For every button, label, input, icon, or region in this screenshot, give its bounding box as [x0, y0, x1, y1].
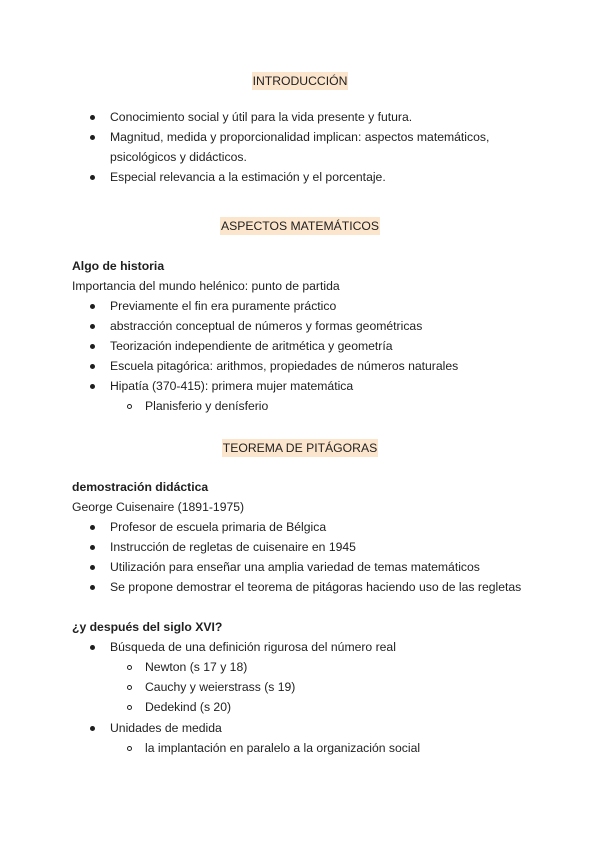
paragraph: George Cuisenaire (1891-1975)	[72, 500, 245, 514]
bullet-dot	[90, 545, 95, 550]
bullet-dot	[90, 384, 95, 389]
bullet-dot	[90, 585, 95, 590]
list-item: Conocimiento social y útil para la vida presente y futura.	[110, 110, 413, 124]
heading-teorema-de-pitagoras: TEOREMA DE PITÁGORAS	[222, 441, 378, 455]
subheading-algo-de-historia: Algo de historia	[72, 259, 165, 273]
sub-list-item: Newton (s 17 y 18)	[145, 660, 248, 674]
paragraph: Importancia del mundo helénico: punto de partida	[72, 279, 340, 293]
list-item: Teorización independiente de aritmética y geometría	[110, 339, 393, 353]
bullet-dot	[90, 726, 95, 731]
list-item: Búsqueda de una definición rigurosa del número real	[110, 640, 396, 654]
sub-bullet-circle	[127, 404, 132, 409]
heading-introduccion: INTRODUCCIÓN	[252, 74, 348, 88]
list-item: Previamente el fin era puramente práctico	[110, 299, 337, 313]
bullet-dot	[90, 175, 95, 180]
list-item: Instrucción de regletas de cuisenaire en 1945	[110, 540, 356, 554]
sub-list-item: Planisferio y denísferio	[145, 399, 269, 413]
list-item: abstracción conceptual de números y formas geométricas	[110, 319, 423, 333]
subheading-despues-siglo-xvi: ¿y después del siglo XVI?	[72, 620, 223, 634]
bullet-dot	[90, 344, 95, 349]
list-item: Unidades de medida	[110, 721, 222, 735]
sub-bullet-circle	[127, 746, 132, 751]
list-item: Escuela pitagórica: arithmos, propiedades de números naturales	[110, 359, 459, 373]
list-item: Utilización para enseñar una amplia variedad de temas matemáticos	[110, 560, 480, 574]
bullet-dot	[90, 324, 95, 329]
sub-bullet-circle	[127, 685, 132, 690]
bullet-dot	[90, 525, 95, 530]
list-item: Hipatía (370-415): primera mujer matemática	[110, 379, 354, 393]
bullet-dot	[90, 115, 95, 120]
sub-list-item: Cauchy y weierstrass (s 19)	[145, 680, 296, 694]
list-item-continuation: psicológicos y didácticos.	[110, 150, 247, 164]
sub-list-item: Dedekind (s 20)	[145, 700, 232, 714]
bullet-dot	[90, 565, 95, 570]
list-item: Especial relevancia a la estimación y el porcentaje.	[110, 170, 386, 184]
list-item: Profesor de escuela primaria de Bélgica	[110, 520, 327, 534]
sub-list-item: la implantación en paralelo a la organización social	[145, 741, 421, 755]
bullet-dot	[90, 364, 95, 369]
heading-aspectos-matematicos: ASPECTOS MATEMÁTICOS	[220, 219, 379, 233]
bullet-dot	[90, 645, 95, 650]
subheading-demostracion-didactica: demostración didáctica	[72, 480, 209, 494]
sub-bullet-circle	[127, 665, 132, 670]
bullet-dot	[90, 304, 95, 309]
bullet-dot	[90, 135, 95, 140]
list-item: Magnitud, medida y proporcionalidad implican: aspectos matemáticos,	[110, 130, 490, 144]
list-item: Se propone demostrar el teorema de pitágoras haciendo uso de las regletas	[110, 580, 522, 594]
sub-bullet-circle	[127, 705, 132, 710]
